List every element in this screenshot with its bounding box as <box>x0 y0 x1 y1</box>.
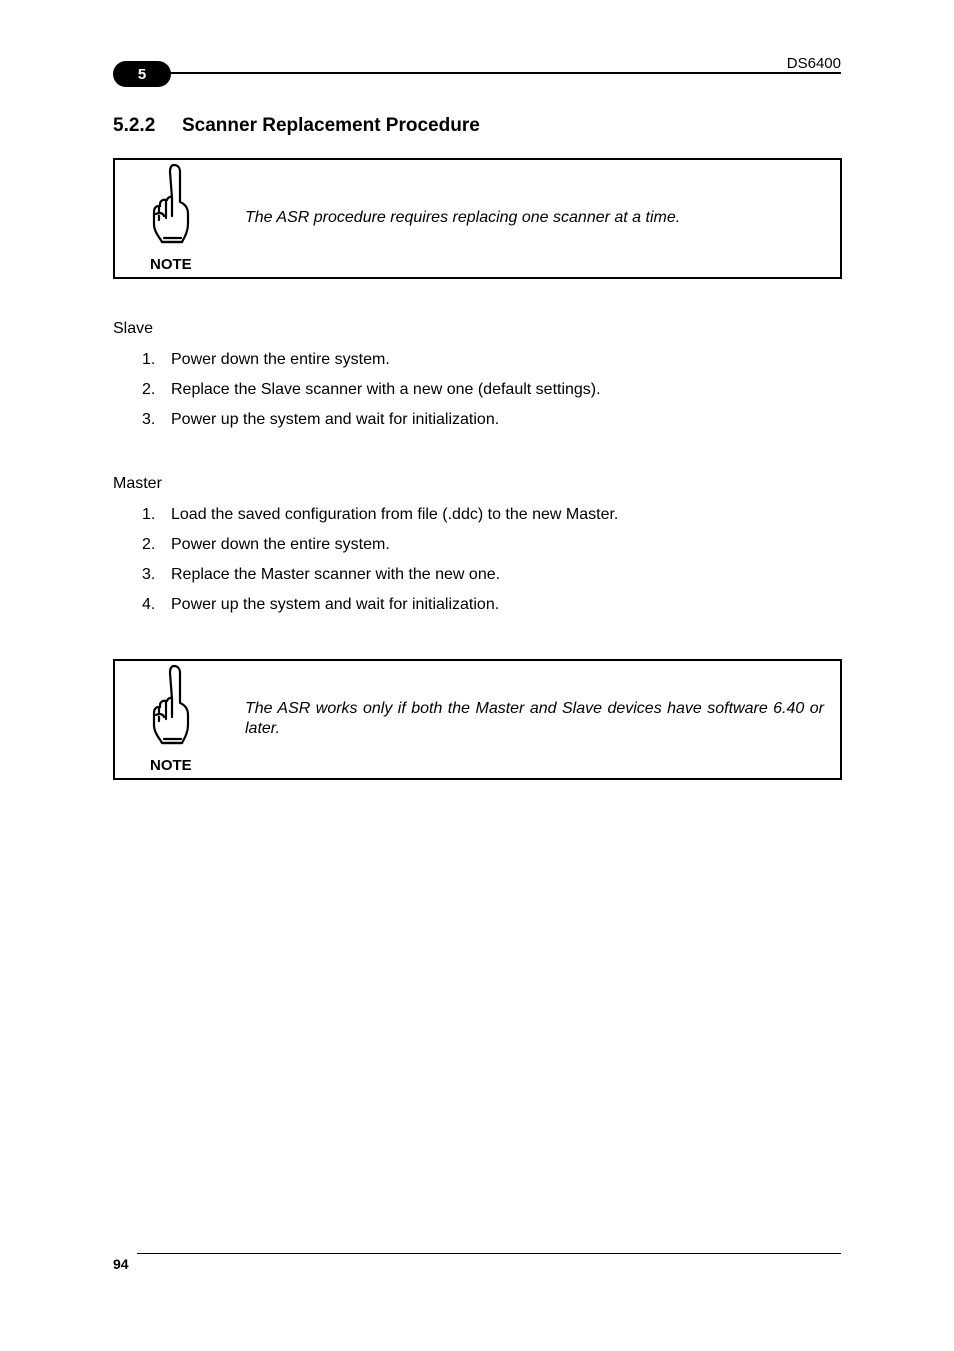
step-number: 4. <box>142 596 156 613</box>
footer-rule <box>137 1253 841 1254</box>
step-number: 2. <box>142 536 156 553</box>
section-heading <box>113 115 480 137</box>
note-text: The ASR works only if both the Master and Slave devices have software 6.40 or later. <box>245 700 824 737</box>
list-item <box>113 345 601 375</box>
note-label: NOTE <box>150 256 192 273</box>
page-number: 94 <box>113 1256 129 1272</box>
step-number: 1. <box>142 351 156 368</box>
step-text: Replace the Slave scanner with a new one (default settings). <box>171 381 601 398</box>
step-text: Power up the system and wait for initialization. <box>171 411 500 428</box>
section-title: Scanner Replacement Procedure <box>182 115 480 136</box>
list-item <box>113 560 618 590</box>
chapter-badge: 5 <box>113 61 171 87</box>
list-item <box>113 375 601 405</box>
pointing-hand-icon <box>148 162 194 246</box>
document-name: DS6400 <box>786 55 841 72</box>
note-box <box>113 158 842 279</box>
step-text: Power down the entire system. <box>171 351 390 368</box>
master-steps <box>113 500 618 620</box>
step-number: 2. <box>142 381 156 398</box>
slave-heading: Slave <box>113 320 154 337</box>
list-item <box>113 500 618 530</box>
list-item <box>113 530 618 560</box>
step-number: 3. <box>142 566 156 583</box>
step-text: Power up the system and wait for initialization. <box>171 596 500 613</box>
step-text: Replace the Master scanner with the new one. <box>171 566 501 583</box>
step-text: Load the saved configuration from file (.ddc) to the new Master. <box>171 506 619 523</box>
note-label: NOTE <box>150 757 192 774</box>
step-number: 3. <box>142 411 156 428</box>
note-box <box>113 659 842 780</box>
section-number: 5.2.2 <box>113 115 156 136</box>
master-heading: Master <box>113 475 162 492</box>
list-item <box>113 405 601 435</box>
header-rule <box>140 72 841 74</box>
slave-steps <box>113 345 601 435</box>
step-text: Power down the entire system. <box>171 536 390 553</box>
list-item <box>113 590 618 620</box>
pointing-hand-icon <box>148 663 194 747</box>
step-number: 1. <box>142 506 156 523</box>
note-text: The ASR procedure requires replacing one scanner at a time. <box>245 209 681 226</box>
